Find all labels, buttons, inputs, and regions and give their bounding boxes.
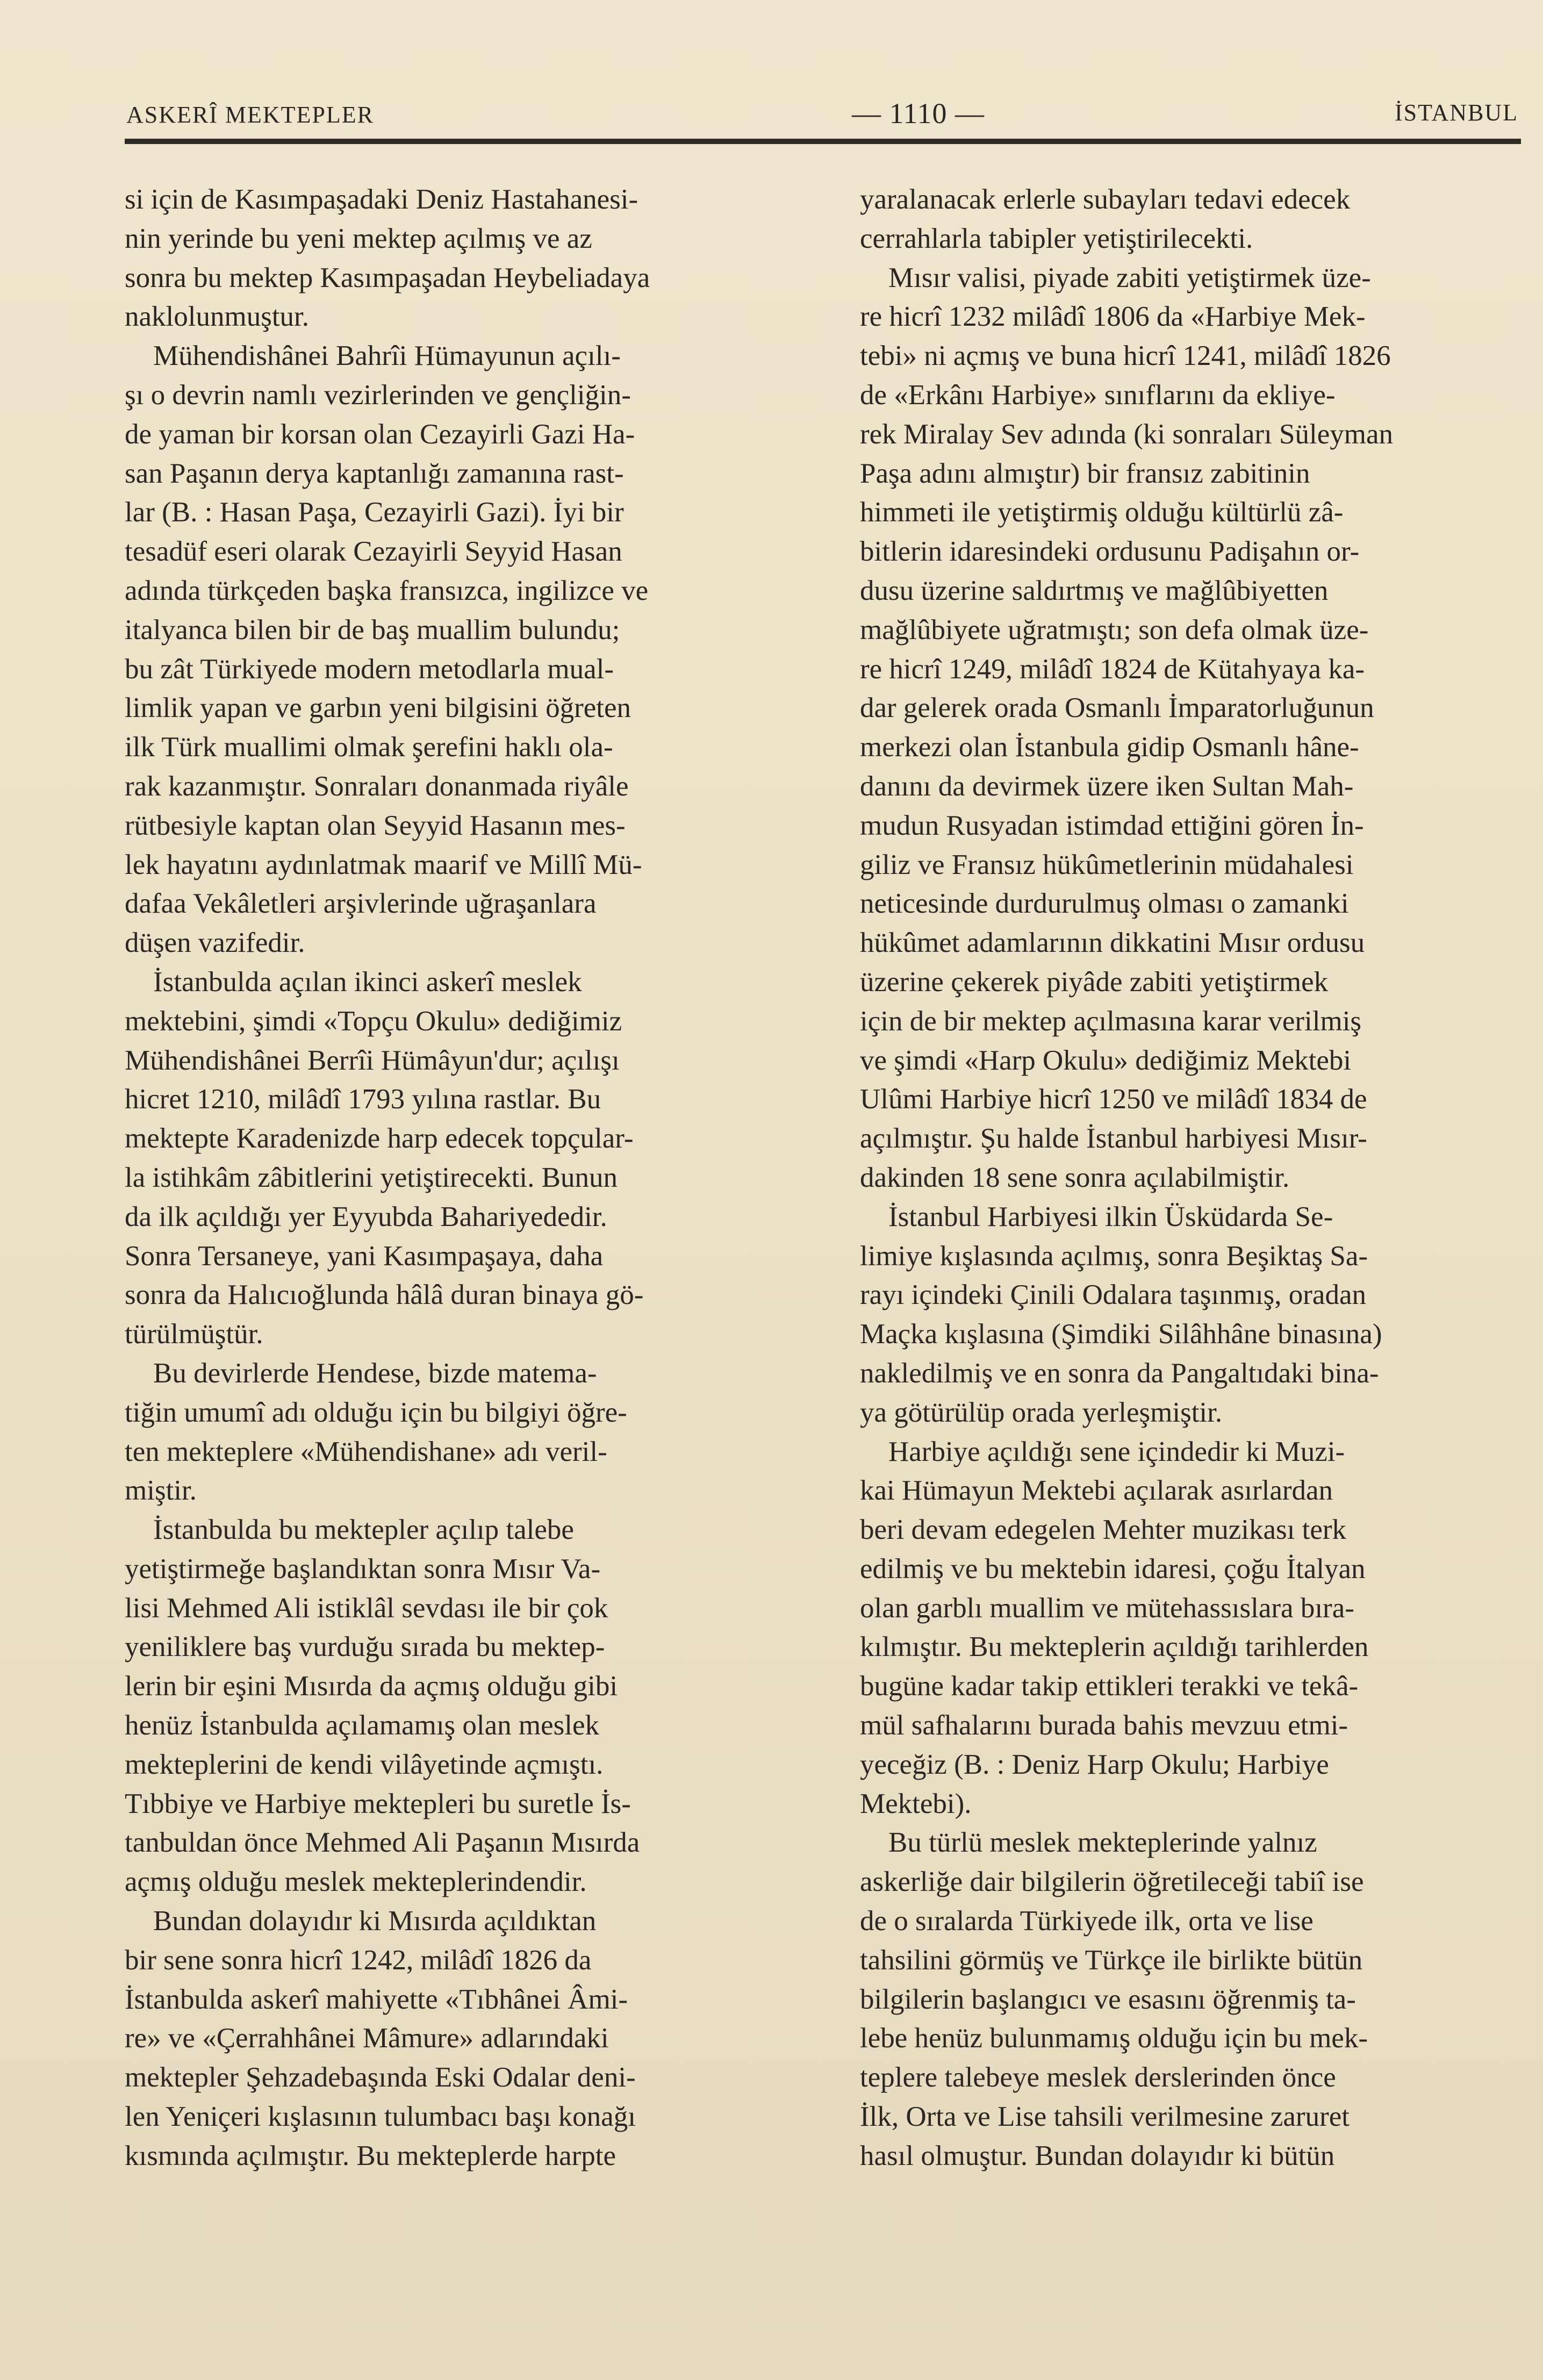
text-line: Bu türlü meslek mekteplerinde yalnız <box>860 1827 1317 1859</box>
text-line: mekteplerini de kendi vilâyetinde açmıştı. <box>125 1748 604 1780</box>
text-line: olan garblı muallim ve mütehassıslara bıra- <box>860 1592 1354 1624</box>
text-line: re hicrî 1249, milâdî 1824 de Kütahyaya ka- <box>860 653 1365 685</box>
text-line: si için de Kasımpaşadaki Deniz Hastahanesi- <box>125 184 638 215</box>
running-header <box>126 91 1518 134</box>
text-line: lebe henüz bulunmamış olduğu için bu mek- <box>860 2023 1368 2054</box>
text-line: sonra bu mektep Kasımpaşadan Heybeliadaya <box>125 262 650 293</box>
header-section-title: ASKERÎ MEKTEPLER <box>126 102 374 128</box>
text-line: de «Erkânı Harbiye» sınıflarını da ekliye- <box>860 379 1336 411</box>
text-line: lisi Mehmed Ali istiklâl sevdası ile bir çok <box>125 1592 608 1624</box>
text-line: mağlûbiyete uğratmıştı; son defa olmak üze- <box>860 614 1369 646</box>
text-line: teplere talebeye meslek derslerinden önce <box>860 2062 1336 2094</box>
text-line: nakledilmiş ve en sonra da Pangaltıdaki bina- <box>860 1357 1379 1389</box>
text-line: mektepler Şehzadebaşında Eski Odalar deni- <box>125 2062 636 2094</box>
text-line: de yaman bir korsan olan Cezayirli Gazi Ha- <box>125 418 635 450</box>
text-line: Bu devirlerde Hendese, bizde matema- <box>125 1357 597 1389</box>
left-column <box>125 180 791 2176</box>
text-line: limlik yapan ve garbın yeni bilgisini öğreten <box>125 692 631 724</box>
text-line: Harbiye açıldığı sene içindedir ki Muzi- <box>860 1436 1345 1467</box>
text-line: sonra da Halıcıoğlunda hâlâ duran binaya gö- <box>125 1279 644 1311</box>
text-line: Maçka kışlasına (Şimdiki Silâhhâne binasına) <box>860 1318 1382 1350</box>
text-line: tanbuldan önce Mehmed Ali Paşanın Mısırda <box>125 1827 640 1859</box>
text-line: giliz ve Fransız hükûmetlerinin müdahalesi <box>860 849 1354 880</box>
text-line: la istihkâm zâbitlerini yetiştirecekti. Bunun <box>125 1162 618 1193</box>
text-line: danını da devirmek üzere iken Sultan Mah- <box>860 770 1354 802</box>
text-line: neticesinde durdurulmuş olması o zamanki <box>860 888 1349 920</box>
text-line: lerin bir eşini Mısırda da açmış olduğu gibi <box>125 1671 618 1702</box>
text-line: üzerine çekerek piyâde zabiti yetiştirmek <box>860 966 1329 998</box>
text-line: mektepte Karadenizde harp edecek topçular- <box>125 1123 634 1155</box>
text-line: len Yeniçeri kışlasının tulumbacı başı konağı <box>125 2101 636 2133</box>
text-line: ya götürülüp orada yerleşmiştir. <box>860 1396 1223 1428</box>
page-number: — 1110 — <box>852 97 985 130</box>
text-line: naklolunmuştur. <box>125 301 310 333</box>
text-line: İstanbul Harbiyesi ilkin Üsküdarda Se- <box>860 1201 1333 1232</box>
text-line: dakinden 18 sene sonra açılabilmiştir. <box>860 1162 1290 1193</box>
text-line: bilgilerin başlangıcı ve esasını öğrenmiş ta- <box>860 1983 1356 2015</box>
text-line: yeceğiz (B. : Deniz Harp Okulu; Harbiye <box>860 1748 1329 1780</box>
text-line: Mühendishânei Bahrîi Hümayunun açılı- <box>125 340 621 372</box>
text-line: re» ve «Çerrahhânei Mâmure» adlarındaki <box>125 2023 609 2054</box>
text-line: edilmiş ve bu mektebin idaresi, çoğu İtalyan <box>860 1553 1366 1585</box>
text-line: ve şimdi «Harp Okulu» dediğimiz Mektebi <box>860 1044 1352 1076</box>
text-line: mül safhalarını burada bahis mevzuu etmi- <box>860 1710 1348 1741</box>
text-line: henüz İstanbulda açılamamış olan meslek <box>125 1710 600 1741</box>
text-line: Bundan dolayıdır ki Mısırda açıldıktan <box>125 1905 597 1937</box>
text-line: tesadüf eseri olarak Cezayirli Seyyid Hasan <box>125 536 622 568</box>
text-line: düşen vazifedir. <box>125 927 305 959</box>
text-line: himmeti ile yetiştirmiş olduğu kültürlü zâ- <box>860 497 1344 528</box>
text-line: yetiştirmeğe başlandıktan sonra Mısır Va- <box>125 1553 601 1585</box>
text-line: Mısır valisi, piyade zabiti yetiştirmek üze- <box>860 262 1371 293</box>
text-line: limiye kışlasında açılmış, sonra Beşiktaş Sa- <box>860 1240 1368 1272</box>
text-line: lar (B. : Hasan Paşa, Cezayirli Gazi). İyi bir <box>125 497 624 528</box>
text-line: san Paşanın derya kaptanlığı zamanına rast- <box>125 457 624 489</box>
text-line: ten mekteplere «Mühendishane» adı veril- <box>125 1436 607 1467</box>
text-line: İstanbulda askerî mahiyette «Tıbhânei Âmi- <box>125 1983 628 2015</box>
text-line: için de bir mektep açılmasına karar verilmiş <box>860 1005 1362 1037</box>
text-line: yaralanacak erlerle subayları tedavi edecek <box>860 184 1351 215</box>
text-line: tiğin umumî adı olduğu için bu bilgiyi öğre- <box>125 1396 627 1428</box>
text-line: hicret 1210, milâdî 1793 yılına rastlar. Bu <box>125 1084 601 1115</box>
text-line: re hicrî 1232 milâdî 1806 da «Harbiye Mek- <box>860 301 1366 333</box>
text-line: rak kazanmıştır. Sonraları donanmada riyâle <box>125 770 629 802</box>
text-line: Paşa adını almıştır) bir fransız zabitinin <box>860 457 1310 489</box>
text-line: mudun Rusyadan istimdad ettiğini gören İn- <box>860 809 1364 841</box>
text-line: italyanca bilen bir de baş muallim bulundu; <box>125 614 620 646</box>
text-line: tebi» ni açmış ve buna hicrî 1241, milâdî 1826 <box>860 340 1391 372</box>
text-line: Ulûmi Harbiye hicrî 1250 ve milâdî 1834 de <box>860 1084 1367 1115</box>
text-line: hükûmet adamlarının dikkatini Mısır ordusu <box>860 927 1365 959</box>
text-line: bu zât Türkiyede modern metodlarla mual- <box>125 653 614 685</box>
text-line: bugüne kadar takip ettikleri terakki ve tekâ- <box>860 1671 1359 1702</box>
text-line: dafaa Vekâletleri arşivlerinde uğraşanlara <box>125 888 597 920</box>
text-line: kılmıştır. Bu mekteplerin açıldığı tarihlerden <box>860 1631 1369 1663</box>
text-line: Mektebi). <box>860 1788 972 1819</box>
text-line: Sonra Tersaneye, yani Kasımpaşaya, daha <box>125 1240 604 1272</box>
text-line: tahsilini görmüş ve Türkçe ile birlikte bütün <box>860 1944 1363 1976</box>
header-rule <box>125 139 1521 144</box>
text-line: dar gelerek orada Osmanlı İmparatorluğunun <box>860 692 1374 724</box>
text-line: nin yerinde bu yeni mektep açılmış ve az <box>125 223 592 254</box>
text-line: İstanbulda açılan ikinci askerî meslek <box>125 966 582 998</box>
text-line: hasıl olmuştur. Bundan dolayıdır ki bütün <box>860 2140 1335 2171</box>
text-line: miştir. <box>125 1475 197 1507</box>
text-line: merkezi olan İstanbula gidip Osmanlı hâne- <box>860 732 1359 763</box>
text-line: rütbesiyle kaptan olan Seyyid Hasanın mes- <box>125 809 626 841</box>
text-line: de o sıralarda Türkiyede ilk, orta ve lise <box>860 1905 1314 1937</box>
text-line: lek hayatını aydınlatmak maarif ve Millî Mü- <box>125 849 642 880</box>
text-line: İstanbulda bu mektepler açılıp talebe <box>125 1514 574 1546</box>
text-line: bitlerin idaresindeki ordusunu Padişahın or- <box>860 536 1360 568</box>
text-line: yeniliklere baş vurduğu sırada bu mektep- <box>125 1631 605 1663</box>
text-line: da ilk açıldığı yer Eyyubda Bahariyededir. <box>125 1201 607 1232</box>
text-line: bir sene sonra hicrî 1242, milâdî 1826 da <box>125 1944 592 1976</box>
text-line: rayı içindeki Çinili Odalara taşınmış, oradan <box>860 1279 1366 1311</box>
text-line: açmış olduğu meslek mekteplerindendir. <box>125 1866 587 1898</box>
text-line: kısmında açılmıştır. Bu mekteplerde harpte <box>125 2140 616 2171</box>
text-line: Mühendishânei Berrîi Hümâyun'dur; açılışı <box>125 1044 620 1076</box>
text-line: mektebini, şimdi «Topçu Okulu» dediğimiz <box>125 1005 622 1037</box>
text-line: askerliğe dair bilgilerin öğretileceği tabiî ise <box>860 1866 1364 1898</box>
text-line: İlk, Orta ve Lise tahsili verilmesine zaruret <box>860 2101 1350 2133</box>
text-line: türülmüştür. <box>125 1318 263 1350</box>
text-line: ilk Türk muallimi olmak şerefini haklı ola- <box>125 732 613 763</box>
text-line: şı o devrin namlı vezirlerinden ve gençliğin- <box>125 379 631 411</box>
header-city: İSTANBUL <box>1394 99 1518 126</box>
right-column <box>860 180 1524 2176</box>
text-line: cerrahlarla tabipler yetiştirilecekti. <box>860 223 1253 254</box>
text-line: dusu üzerine saldırtmış ve mağlûbiyetten <box>860 575 1329 606</box>
text-line: Tıbbiye ve Harbiye mektepleri bu suretle İs- <box>125 1788 631 1819</box>
text-line: beri devam edegelen Mehter muzikası terk <box>860 1514 1347 1546</box>
text-line: rek Miralay Sev adında (ki sonraları Süleyman <box>860 418 1393 450</box>
text-line: açılmıştır. Şu halde İstanbul harbiyesi Mısır- <box>860 1123 1367 1155</box>
text-line: adında türkçeden başka fransızca, ingilizce ve <box>125 575 649 606</box>
text-line: kai Hümayun Mektebi açılarak asırlardan <box>860 1475 1333 1507</box>
